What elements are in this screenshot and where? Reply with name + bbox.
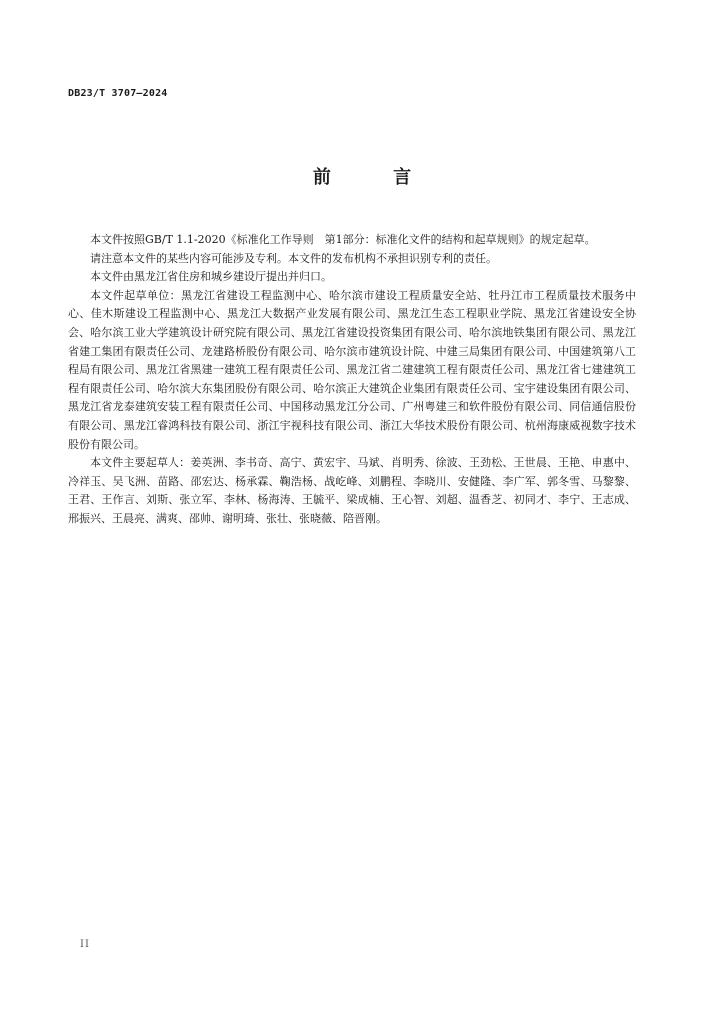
page-number: II (80, 939, 90, 950)
page-title: 前 言 (312, 167, 440, 188)
paragraph-drafters: 本文件主要起草人：姜英洲、李书奇、高宁、黄宏宇、马斌、肖明秀、徐波、王劲松、王世晨、王艳、申惠中、冷祥玉、吴飞洲、苗路、邵宏达、杨承霖、鞠浩杨、战屹峰、刘鹏程、李晓川、安健隆、李广军、郭冬雪、马黎黎、王君、王作言、刘斯、张立军、李林、杨海涛、王毓平、梁成楠、王心智、刘超、温香芝、初同才、李宁、王志成、邢振兴、王晨亮、满爽、邵帅、谢明琦、张壮、张晓薇、陪晋刚。 (68, 456, 636, 525)
document-code: DB23/T 3707—2024 (68, 88, 168, 99)
paragraph-proposer: 本文件由黑龙江省住房和城乡建设厅提出并归口。 (90, 270, 332, 284)
foreword-body (68, 231, 636, 529)
paragraph-patent-notice: 请注意本文件的某些内容可能涉及专利。本文件的发布机构不承担识别专利的责任。 (90, 251, 497, 265)
paragraph-drafting-units: 本文件起草单位：黑龙江省建设工程监测中心、哈尔滨市建设工程质量安全站、牡丹江市工程质量技术服务中心、佳木斯建设工程监测中心、黑龙江大数据产业发展有限公司、黑龙江生态工程职业学院、黑龙江省建设安全协会、哈尔滨工业大学建筑设计研究院有限公司、黑龙江省建设投资集团有限公司、哈尔滨地铁集团有限公司、黑龙江省建工集团有限责任公司、龙建路桥股份有限公司、哈尔滨市建筑设计院、中建三局集团有限公司、中国建筑第八工程局有限公司、黑龙江省黑建一建筑工程有限责任公司、黑龙江省二建建筑工程有限责任公司、黑龙江省七建建筑工程有限责任公司、哈尔滨大东集团股份有限公司、哈尔滨正大建筑企业集团有限责任公司、宝宇建设集团有限公司、黑龙江省龙泰建筑安装工程有限责任公司、中国移动黑龙江分公司、广州粤建三和软件股份有限公司、同信通信股份有限公司、黑龙江睿鸿科技有限公司、浙江宇视科技有限公司、浙江大华技术股份有限公司、杭州海康威视数字技术股份有限公司。 (68, 288, 636, 451)
paragraph-drafting-rules: 本文件按照GB/T 1.1-2020《标准化工作导则 第1部分：标准化文件的结构和起草规则》的规定起草。 (90, 233, 596, 246)
